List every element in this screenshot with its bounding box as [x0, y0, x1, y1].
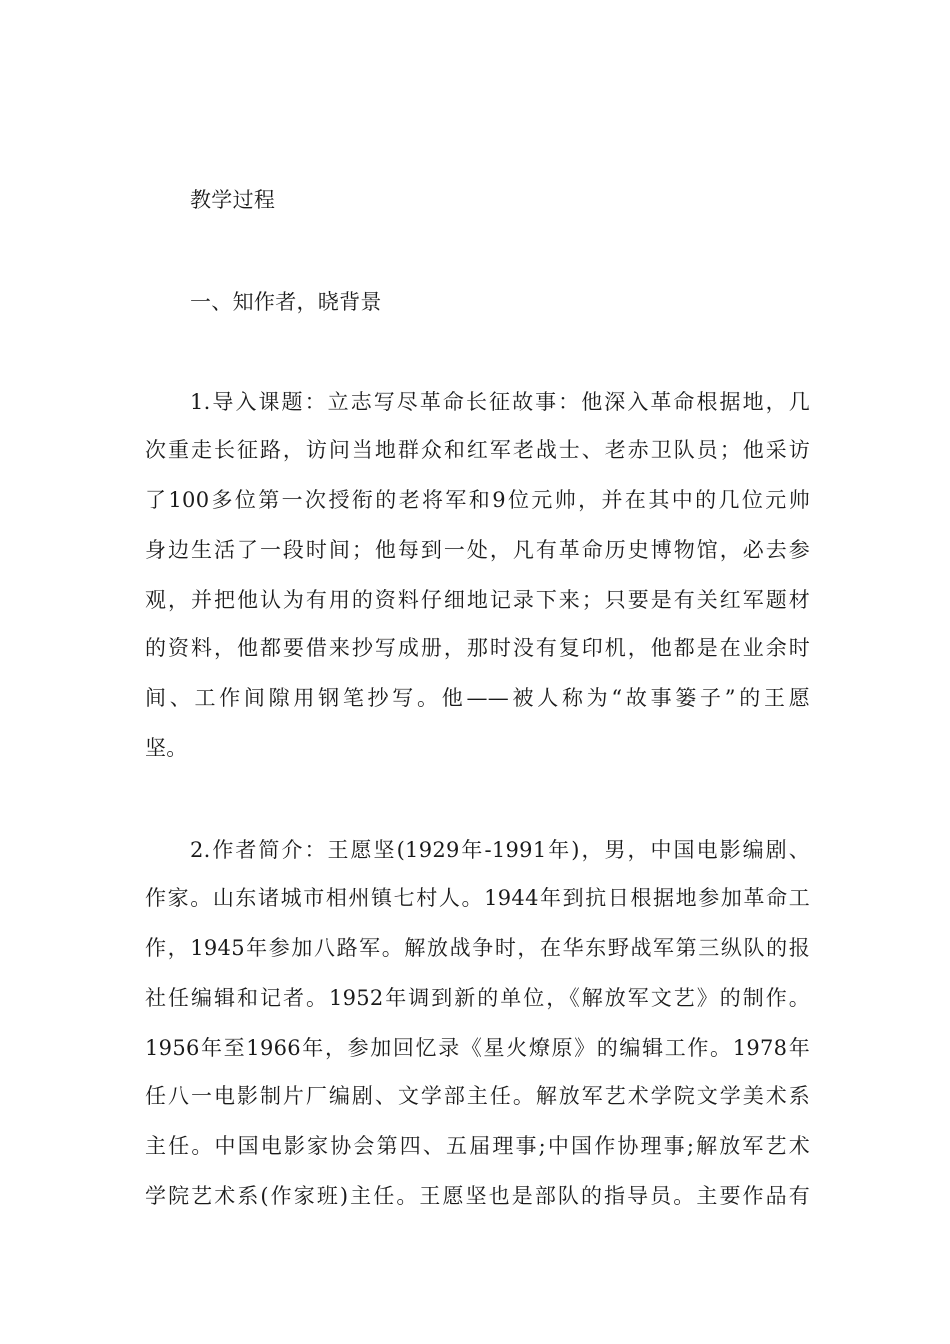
paragraph-line: 了100多位第一次授衔的老将军和9位元帅，并在其中的几位元帅: [145, 488, 810, 512]
heading: 教学过程: [190, 188, 276, 212]
paragraph-line: 任八一电影制片厂编剧、文学部主任。解放军艺术学院文学美术系: [145, 1084, 810, 1108]
paragraph-line: 1956年至1966年，参加回忆录《星火燎原》的编辑工作。1978年: [145, 1036, 810, 1060]
paragraph-line: 观，并把他认为有用的资料仔细地记录下来；只要是有关红军题材: [145, 588, 810, 612]
paragraph-line: 社任编辑和记者。1952年调到新的单位，《解放军文艺》的制作。: [145, 986, 810, 1010]
paragraph-line: 次重走长征路，访问当地群众和红军老战士、老赤卫队员；他采访: [145, 438, 810, 462]
paragraph-line: 作家。山东诸城市相州镇七村人。1944年到抗日根据地参加革命工: [145, 886, 810, 910]
paragraph-line: 学院艺术系(作家班)主任。王愿坚也是部队的指导员。主要作品有: [145, 1184, 810, 1208]
paragraph-line: 的资料，他都要借来抄写成册，那时没有复印机，他都是在业余时: [145, 636, 810, 660]
paragraph-line: 2.作者简介：王愿坚(1929年-1991年)，男，中国电影编剧、: [190, 838, 810, 862]
paragraph-line: 身边生活了一段时间；他每到一处，凡有革命历史博物馆，必去参: [145, 538, 810, 562]
paragraph-line: 主任。中国电影家协会第四、五届理事;中国作协理事;解放军艺术: [145, 1134, 810, 1158]
paragraph-line: 作，1945年参加八路军。解放战争时，在华东野战军第三纵队的报: [145, 936, 810, 960]
paragraph-line: 坚。: [145, 736, 188, 760]
paragraph-line: 1.导入课题：立志写尽革命长征故事：他深入革命根据地，几: [190, 390, 810, 414]
section-title: 一、知作者，晓背景: [190, 290, 382, 314]
paragraph-line: 间、工作间隙用钢笔抄写。他——被人称为“故事篓子”的王愿: [145, 686, 810, 710]
